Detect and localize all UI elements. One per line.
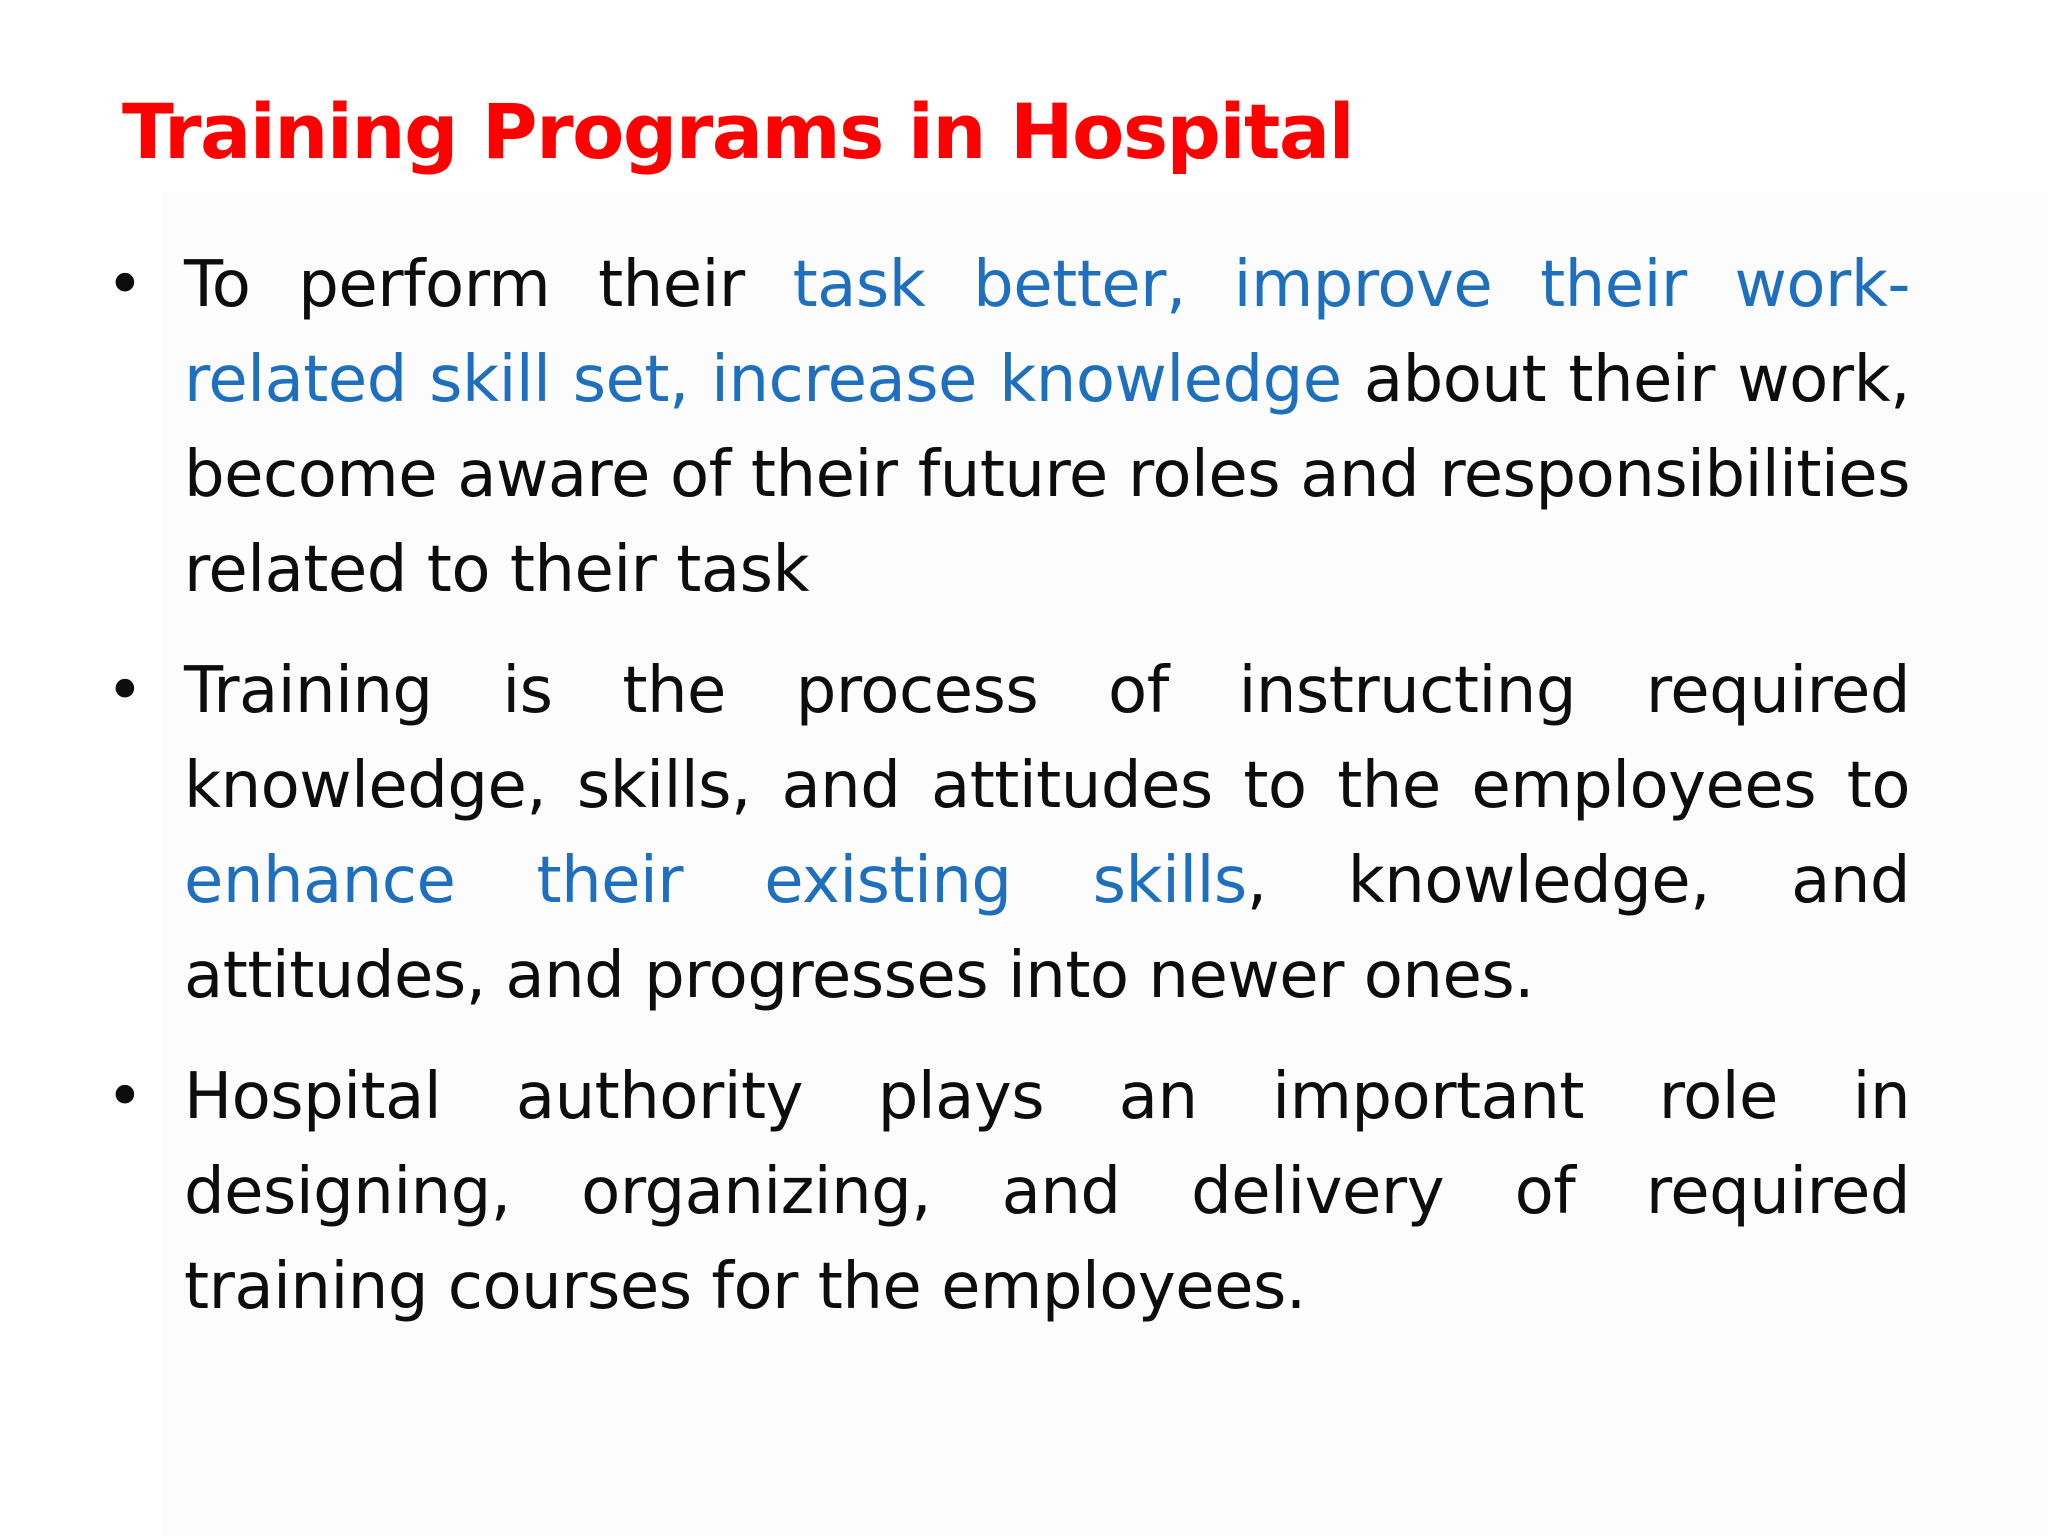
highlighted-text: enhance their existing skills	[184, 844, 1247, 918]
plain-text: , knowledge, and attitudes, and progresses into newer ones.	[184, 844, 1910, 1013]
slide-title: Training Programs in Hospital	[122, 87, 1354, 176]
bullet-item	[100, 644, 1910, 1024]
plain-text: Training is the process of instructing required knowledge, skills, and attitudes to the employees to	[184, 654, 1910, 823]
bullet-text	[184, 1060, 1910, 1324]
bullet-item	[100, 238, 1910, 618]
bullet-dot-icon: •	[106, 1060, 144, 1134]
bullet-text	[184, 654, 1910, 1013]
bullet-dot-icon: •	[106, 654, 144, 728]
highlighted-text: task better, improve their work-related skill set, increase knowledge	[184, 248, 1911, 417]
bullet-list	[100, 238, 1910, 1335]
bullet-text	[184, 248, 1910, 607]
plain-text: about their work, become aware of their future roles and responsibilities related to their task	[184, 343, 1911, 607]
bullet-item	[100, 1050, 1910, 1335]
plain-text: To perform their	[184, 248, 793, 322]
bullet-dot-icon: •	[106, 248, 144, 322]
plain-text: Hospital authority plays an important role in designing, organizing, and delivery of required training courses for the employees.	[184, 1060, 1910, 1324]
